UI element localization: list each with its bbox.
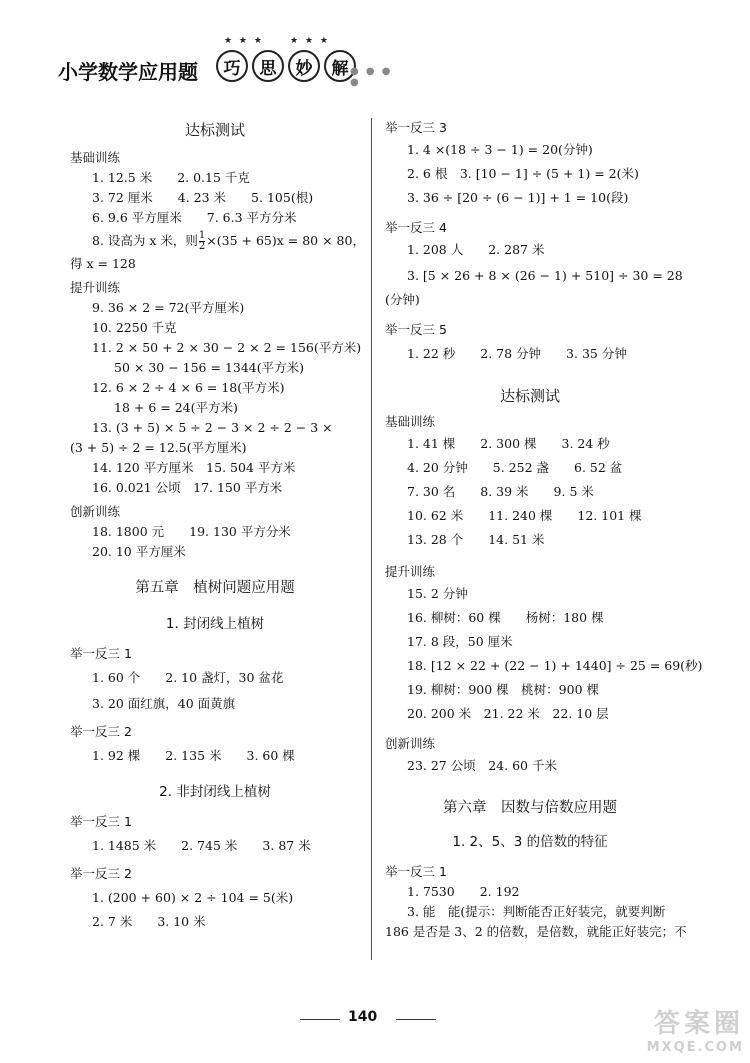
example-label: 举一反三 3 xyxy=(385,120,447,135)
answer-line: 1. 60 个 2. 10 盏灯，30 盆花 xyxy=(92,670,284,685)
answer-line: 3. 20 面红旗，40 面黄旗 xyxy=(92,696,236,711)
answer-text: 8. 设高为 x 米，则 xyxy=(92,233,198,248)
section-heading: 达标测试 xyxy=(499,387,560,405)
book-header xyxy=(58,36,398,88)
example-label: 举一反三 1 xyxy=(70,814,132,829)
answer-line: 9. 36 × 2 = 72(平方厘米) xyxy=(92,300,245,315)
answer-line: 15. 2 分钟 xyxy=(407,586,468,601)
basic-training-label: 基础训练 xyxy=(385,414,436,429)
answer-line: 18 + 6 = 24(平方米) xyxy=(114,400,238,415)
answer-line: 1. 208 人 2. 287 米 xyxy=(407,242,545,257)
subsection-title: 1. 2、5、3 的倍数的特征 xyxy=(452,834,608,850)
answer-line: 4. 20 分钟 5. 252 盏 6. 52 盆 xyxy=(407,460,623,475)
answer-line: (分钟) xyxy=(385,292,420,307)
answer-line: 1. 1485 米 2. 745 米 3. 87 米 xyxy=(92,838,311,853)
book-title: 小学数学应用题 xyxy=(58,60,198,84)
badge-si: 思 xyxy=(252,50,284,82)
answer-line: 20. 200 米 21. 22 米 22. 10 层 xyxy=(407,706,609,721)
fraction-denominator: 2 xyxy=(198,241,206,252)
badge-miao: 妙 xyxy=(288,50,320,82)
stars-decoration: ★ ★ ★ xyxy=(290,36,330,46)
example-label: 举一反三 2 xyxy=(70,866,132,881)
subsection-title: 1. 封闭线上植树 xyxy=(165,616,265,632)
badge-jie: 解 xyxy=(324,50,356,82)
chapter-title: 第五章 植树问题应用题 xyxy=(135,580,295,596)
footer-line-right xyxy=(396,1019,436,1020)
answer-line: (3 + 5) ÷ 2 = 12.5(平方厘米) xyxy=(70,440,247,455)
badge-qiao: 巧 xyxy=(216,50,248,82)
answer-text: ×(35 + 65)x = 80 × 80， xyxy=(206,233,365,248)
answer-line: 17. 8 段，50 厘米 xyxy=(407,634,513,649)
answer-line: 3. 能 能(提示：判断能否正好装完，就要判断 xyxy=(407,904,666,919)
answer-line: 19. 柳树：900 棵 桃树：900 棵 xyxy=(407,682,600,697)
page-footer xyxy=(300,1004,440,1034)
answer-line: 12. 6 × 2 ÷ 4 × 6 = 18(平方米) xyxy=(92,380,285,395)
left-column xyxy=(70,118,365,932)
answer-line: 18. [12 × 22 + (22 − 1) + 1440] ÷ 25 = 69(秒) xyxy=(407,658,703,673)
answer-line: 1. 41 棵 2. 300 棵 3. 24 秒 xyxy=(407,436,610,451)
answer-line: 1. 7530 2. 192 xyxy=(407,884,520,899)
answer-line: 14. 120 平方厘米 15. 504 平方米 xyxy=(92,460,296,475)
answer-line: 7. 30 名 8. 39 米 9. 5 米 xyxy=(407,484,594,499)
fraction-numerator: 1 xyxy=(198,230,206,241)
watermark-url: MXQE.COM xyxy=(646,1040,744,1055)
answer-line: 3. [5 × 26 + 8 × (26 − 1) + 510] ÷ 30 = 28 xyxy=(407,268,683,283)
answer-line: 13. (3 + 5) × 5 ÷ 2 − 3 × 2 ÷ 2 − 3 × xyxy=(92,420,333,435)
example-label: 举一反三 1 xyxy=(385,864,447,879)
advanced-training-label: 提升训练 xyxy=(70,280,121,295)
answer-line: 2. 6 根 3. [10 − 1] ÷ (5 + 1) = 2(米) xyxy=(407,166,639,181)
basic-training-label: 基础训练 xyxy=(70,150,121,165)
chapter-title: 第六章 因数与倍数应用题 xyxy=(443,800,617,816)
footer-line-left xyxy=(300,1019,340,1020)
example-label: 举一反三 2 xyxy=(70,724,132,739)
innovative-training-label: 创新训练 xyxy=(70,504,121,519)
answer-line: 16. 柳树：60 棵 杨树：180 棵 xyxy=(407,610,604,625)
example-label: 举一反三 5 xyxy=(385,322,447,337)
page-number: 140 xyxy=(348,1009,378,1025)
answer-line: 1. 4 ×(18 ÷ 3 − 1) = 20(分钟) xyxy=(407,142,593,157)
answer-line-fraction xyxy=(70,228,365,254)
innovative-training-label: 创新训练 xyxy=(385,736,436,751)
dots-decoration-icon: ● ● ● ● xyxy=(350,66,393,88)
answer-line: 10. 2250 千克 xyxy=(92,320,177,335)
answer-line: 16. 0.021 公顷 17. 150 平方米 xyxy=(92,480,283,495)
right-column xyxy=(385,118,703,942)
answer-line: 2. 7 米 3. 10 米 xyxy=(92,914,206,929)
watermark-logo xyxy=(604,1003,744,1059)
answer-line: 23. 27 公顷 24. 60 千米 xyxy=(407,758,557,773)
answer-line: 3. 72 厘米 4. 23 米 5. 105(根) xyxy=(92,190,314,205)
answer-line: 186 是否是 3、2 的倍数，是倍数，就能正好装完；不 xyxy=(385,924,687,939)
answer-line: 10. 62 米 11. 240 棵 12. 101 棵 xyxy=(407,508,642,523)
stars-decoration: ★ ★ ★ xyxy=(224,36,264,46)
answer-line: 1. 22 秒 2. 78 分钟 3. 35 分钟 xyxy=(407,346,627,361)
section-heading: 达标测试 xyxy=(184,121,245,139)
watermark-text: 答案圈 xyxy=(653,1009,744,1039)
answer-line: 18. 1800 元 19. 130 平方分米 xyxy=(92,524,291,539)
answer-line: 1. 12.5 米 2. 0.15 千克 xyxy=(92,170,250,185)
answer-line: 11. 2 × 50 + 2 × 30 − 2 × 2 = 156(平方米) xyxy=(92,340,362,355)
example-label: 举一反三 4 xyxy=(385,220,447,235)
answer-line: 3. 36 ÷ [20 ÷ (6 − 1)] + 1 = 10(段) xyxy=(407,190,629,205)
answer-line: 20. 10 平方厘米 xyxy=(92,544,186,559)
answer-line: 6. 9.6 平方厘米 7. 6.3 平方分米 xyxy=(92,210,297,225)
example-label: 举一反三 1 xyxy=(70,646,132,661)
answer-line: 1. 92 棵 2. 135 米 3. 60 棵 xyxy=(92,748,295,763)
answer-line: 1. (200 + 60) × 2 ÷ 104 = 5(米) xyxy=(92,890,294,905)
answer-line: 13. 28 个 14. 51 米 xyxy=(407,532,545,547)
column-divider xyxy=(371,118,372,960)
answer-line: 50 × 30 − 156 = 1344(平方米) xyxy=(114,360,304,375)
subsection-title: 2. 非封闭线上植树 xyxy=(159,784,271,800)
fraction xyxy=(199,231,205,252)
advanced-training-label: 提升训练 xyxy=(385,564,436,579)
title-badges xyxy=(216,50,356,82)
answer-line: 得 x = 128 xyxy=(70,256,136,271)
